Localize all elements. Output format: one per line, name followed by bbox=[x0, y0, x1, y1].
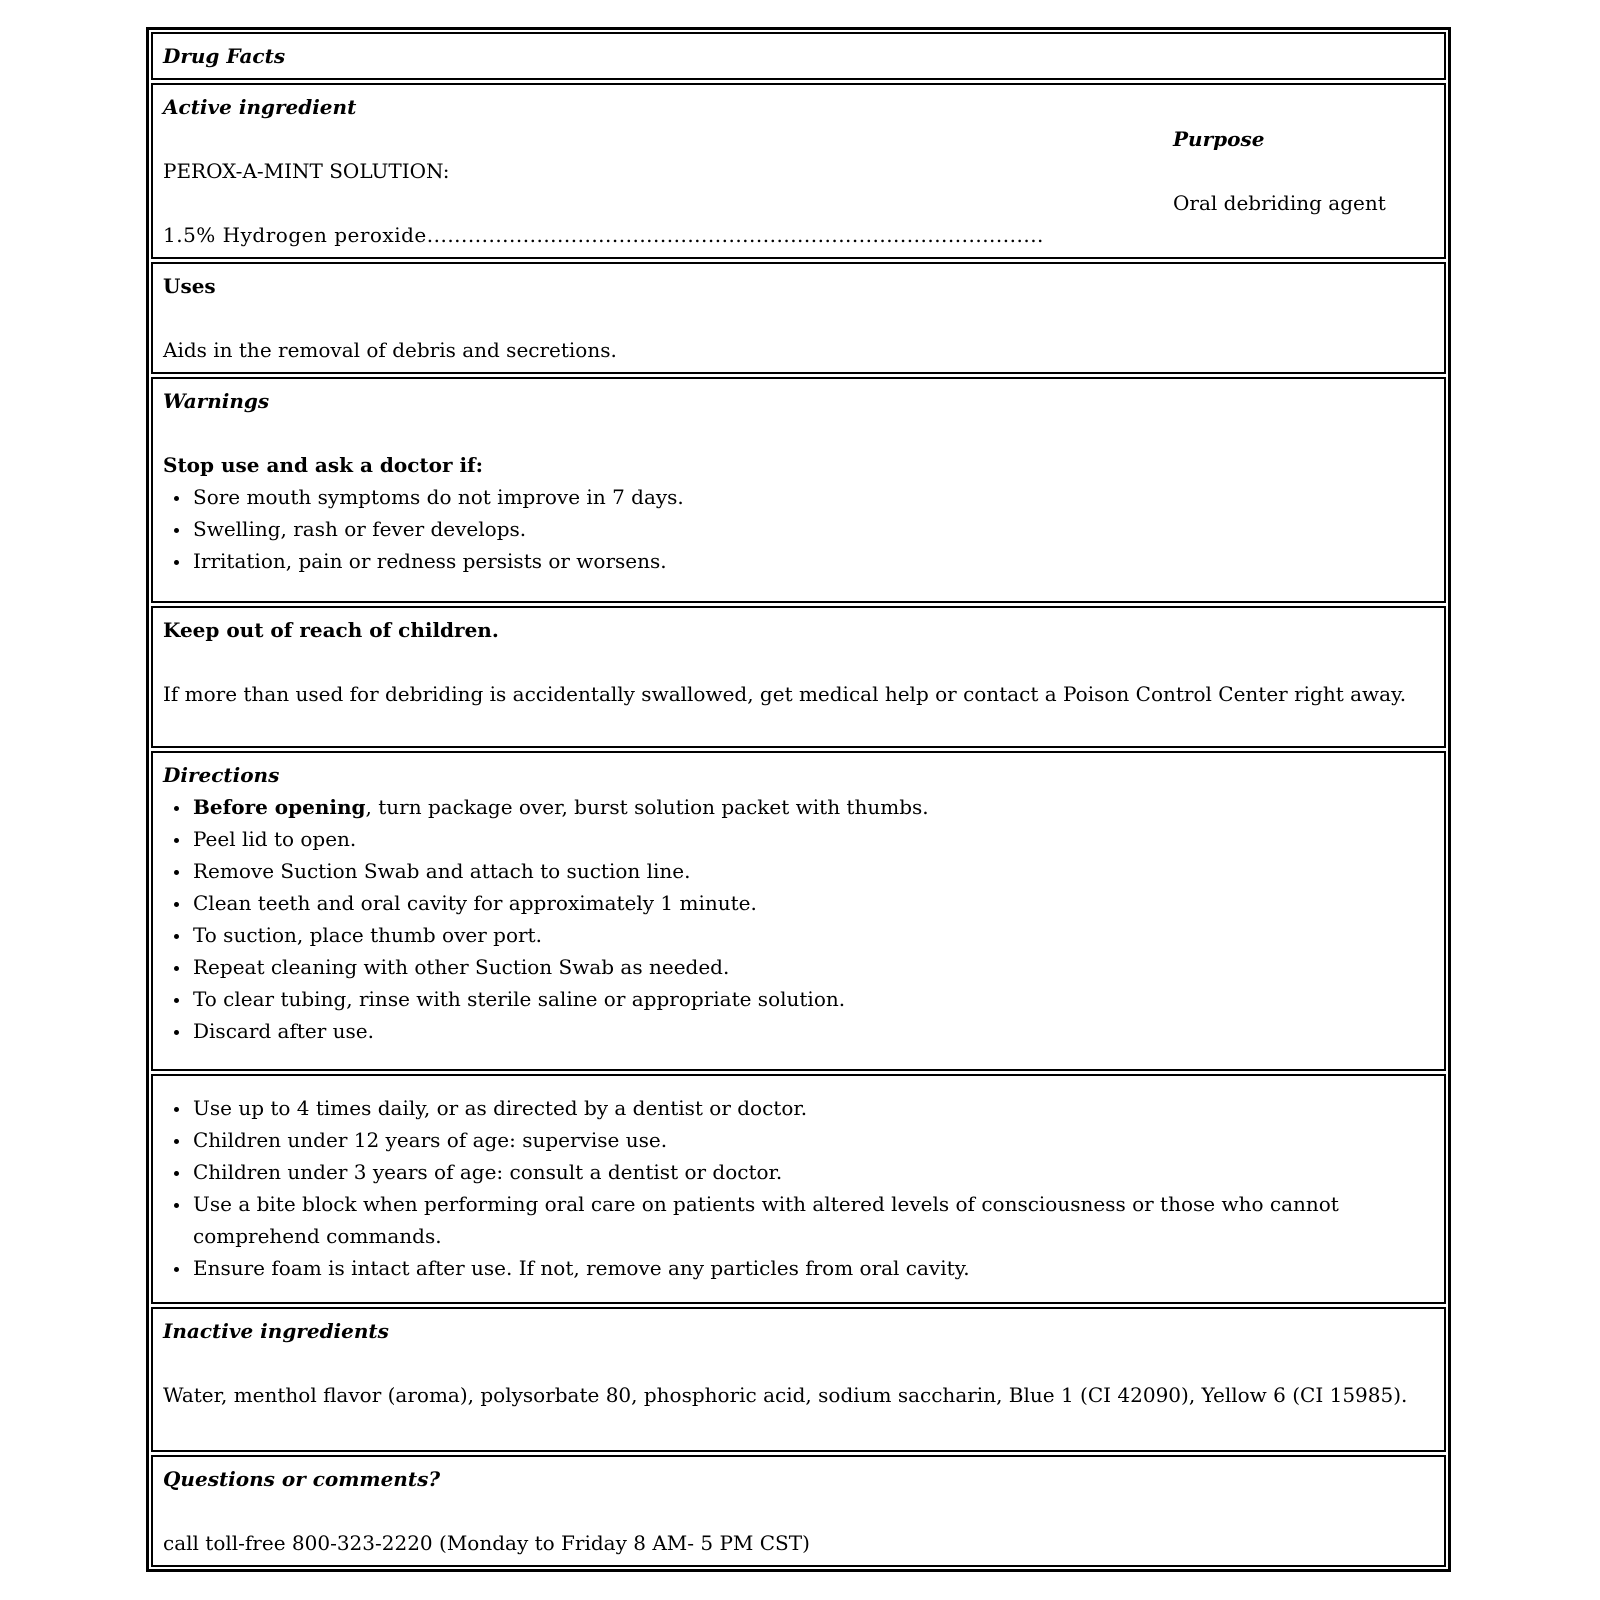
list-item: • Before opening, turn package over, burst solution packet with thumbs. bbox=[191, 791, 1434, 823]
section-active-ingredient bbox=[151, 83, 1446, 259]
section-usage-guidelines bbox=[151, 1074, 1446, 1304]
usage-guidelines-bullet-list bbox=[163, 1092, 1434, 1284]
list-item: • Children under 12 years of age: supervise use. bbox=[191, 1124, 1434, 1156]
list-item: • Ensure foam is intact after use. If not, remove any particles from oral cavity. bbox=[191, 1252, 1434, 1284]
active-ingredient-heading: Active ingredient bbox=[163, 95, 357, 119]
directions-bullet-list bbox=[163, 791, 1434, 1047]
keep-out-body: If more than used for debriding is accidentally swallowed, get medical help or contact a Poison Control Center right away. bbox=[163, 682, 1407, 706]
section-inactive-ingredients bbox=[151, 1307, 1446, 1452]
list-item: • Discard after use. bbox=[191, 1015, 1434, 1047]
warnings-bullet-list bbox=[163, 481, 1434, 577]
purpose-heading: Purpose bbox=[1173, 127, 1265, 151]
inactive-ingredients-heading: Inactive ingredients bbox=[163, 1319, 389, 1343]
list-item: • Peel lid to open. bbox=[191, 823, 1434, 855]
product-name: PEROX-A-MINT SOLUTION: bbox=[163, 159, 450, 183]
section-questions bbox=[151, 1455, 1446, 1567]
questions-body: call toll-free 800-323-2220 (Monday to Friday 8 AM- 5 PM CST) bbox=[163, 1531, 810, 1555]
uses-body: Aids in the removal of debris and secretions. bbox=[163, 338, 617, 362]
list-item: • Use up to 4 times daily, or as directed by a dentist or doctor. bbox=[191, 1092, 1434, 1124]
list-item: • Swelling, rash or fever develops. bbox=[191, 513, 1434, 545]
list-item: • Clean teeth and oral cavity for approximately 1 minute. bbox=[191, 887, 1434, 919]
list-item: • Children under 3 years of age: consult a dentist or doctor. bbox=[191, 1156, 1434, 1188]
list-item: • Remove Suction Swab and attach to suction line. bbox=[191, 855, 1434, 887]
keep-out-heading: Keep out of reach of children. bbox=[163, 618, 499, 642]
purpose-value: Oral debriding agent bbox=[1173, 191, 1386, 215]
list-item-bold-text: Before opening bbox=[193, 795, 366, 819]
section-directions bbox=[151, 751, 1446, 1071]
drug-facts-title: Drug Facts bbox=[163, 44, 286, 68]
questions-heading: Questions or comments? bbox=[163, 1467, 441, 1491]
drug-facts-table bbox=[146, 27, 1451, 1572]
section-uses bbox=[151, 262, 1446, 374]
inactive-ingredients-body: Water, menthol flavor (aroma), polysorbate 80, phosphoric acid, sodium saccharin, Blue 1 (CI 42090), Yellow 6 (CI 15985). bbox=[163, 1383, 1408, 1407]
list-item: • Irritation, pain or redness persists or worsens. bbox=[191, 545, 1434, 577]
active-ingredient-amount: 1.5% Hydrogen peroxide.......................................................................................... bbox=[163, 223, 1044, 247]
list-item: • To clear tubing, rinse with sterile saline or appropriate solution. bbox=[191, 983, 1434, 1015]
list-item: • To suction, place thumb over port. bbox=[191, 919, 1434, 951]
section-drug-facts-title bbox=[151, 32, 1446, 80]
section-warnings bbox=[151, 377, 1446, 603]
list-item: • Repeat cleaning with other Suction Swab as needed. bbox=[191, 951, 1434, 983]
list-item: • Use a bite block when performing oral care on patients with altered levels of consciousness or those who cannot comprehend commands. bbox=[191, 1188, 1434, 1252]
section-keep-out-of-reach bbox=[151, 606, 1446, 748]
stop-use-heading: Stop use and ask a doctor if: bbox=[163, 453, 484, 477]
uses-heading: Uses bbox=[163, 274, 216, 298]
list-item: • Sore mouth symptoms do not improve in 7 days. bbox=[191, 481, 1434, 513]
warnings-heading: Warnings bbox=[163, 389, 270, 413]
directions-heading: Directions bbox=[163, 763, 280, 787]
